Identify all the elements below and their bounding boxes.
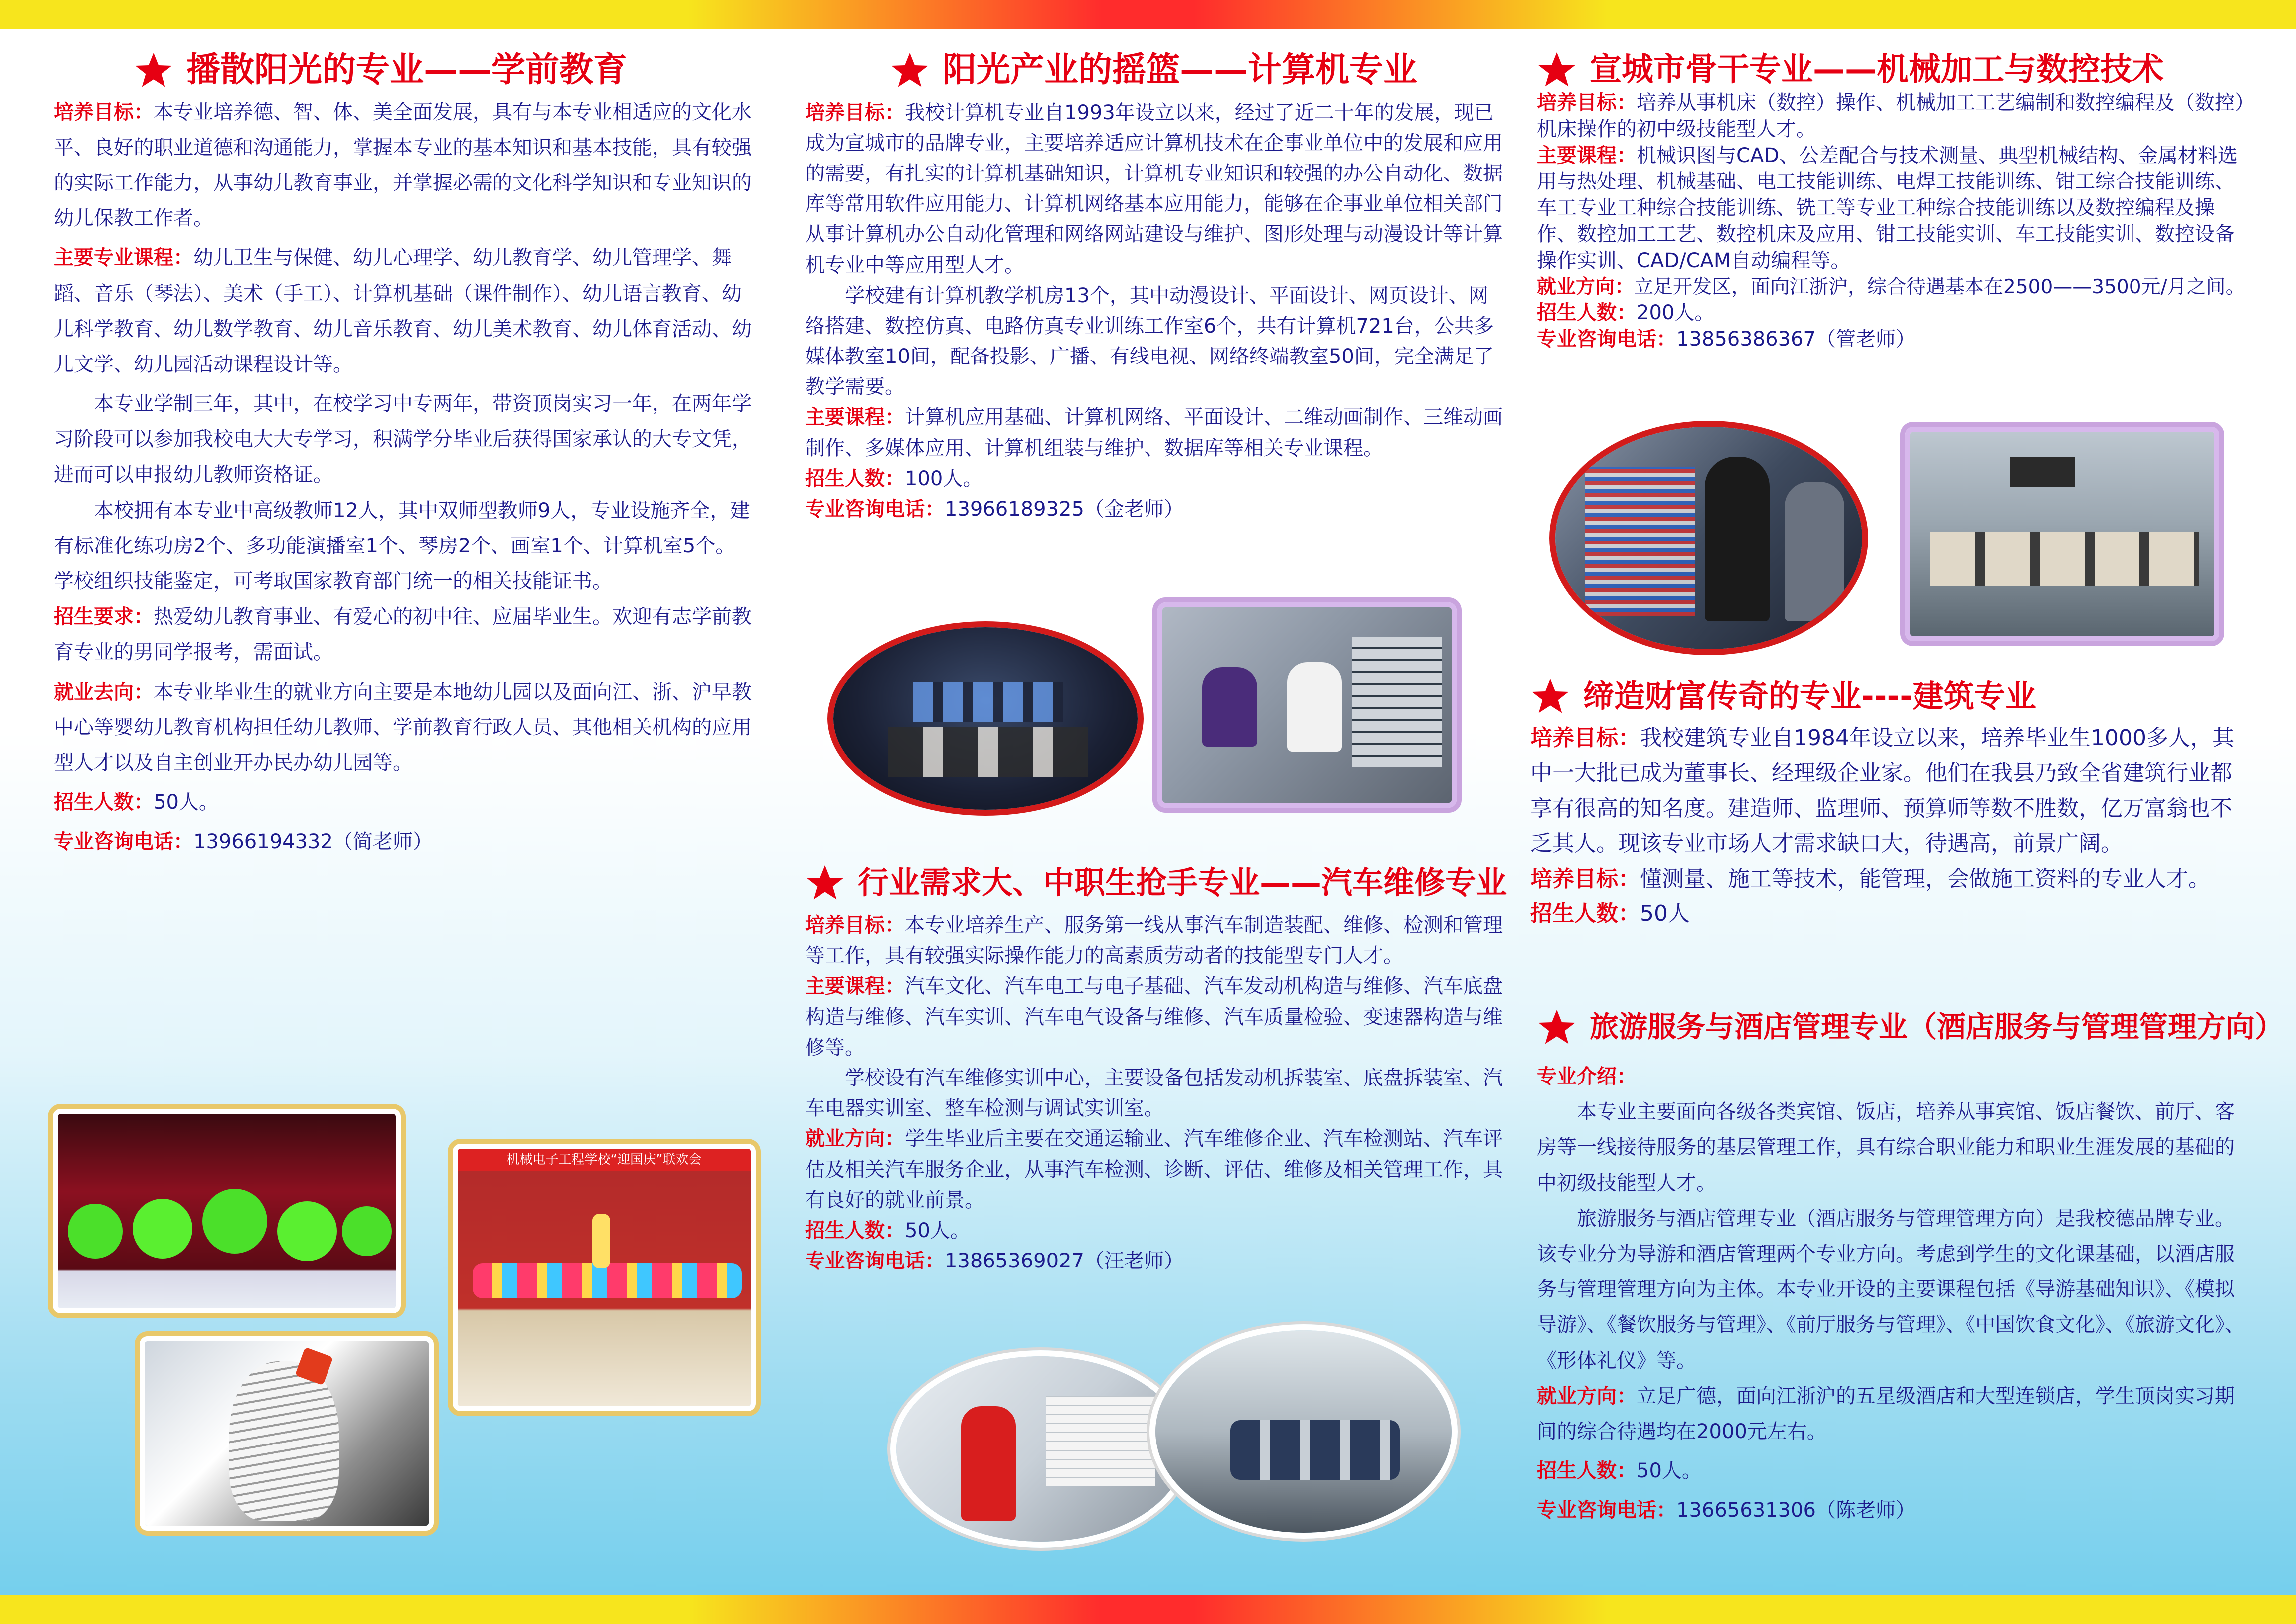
enroll-label: 招生人数：: [805, 467, 905, 490]
enroll-text: 50人: [1640, 901, 1690, 926]
phone-text: 13966189325（金老师）: [945, 498, 1184, 521]
enroll-line: [54, 785, 752, 820]
top-stripe: [0, 0, 2296, 29]
enroll-text: 50人。: [154, 791, 219, 814]
star-icon: [890, 50, 930, 90]
star-icon: [1530, 676, 1570, 716]
photo-electronics-lab: [1157, 602, 1457, 808]
job-text: 立足开发区，面向江浙沪，综合待遇基本在2500——3500元/月之间。: [1634, 275, 2245, 298]
goal-paragraph: [54, 95, 752, 237]
courses-paragraph: [805, 402, 1503, 463]
heading-computer: [890, 50, 1503, 91]
facility-paragraph: 本校拥有本专业中高级教师12人，其中双师型教师9人，专业设施齐全，建有标准化练功房2个、多功能演播室1个、琴房2个、画室1个、计算机室5个。学校组织技能鉴定，可考取国家教育部门统一的相关技能证书。: [54, 499, 750, 593]
job-paragraph: [1537, 274, 2247, 300]
star-icon: [134, 50, 173, 90]
bottom-stripe: [0, 1595, 2296, 1624]
goal-text: 本专业培养德、智、体、美全面发展，具有与本专业相适应的文化水平、良好的职业道德和沟通能力，掌握本专业的基本知识和基本技能，具有较强的实际工作能力，从事幼儿教育事业，并掌握必需的文化科学知识和专业知识的幼儿保教工作者。: [54, 100, 752, 230]
photo-auto-lab-2: [1149, 1324, 1458, 1539]
photo-umbrella-dance: [53, 1109, 401, 1313]
goal-text: 我校计算机专业自1993年设立以来，经过了近二十年的发展，现已成为宣城市的品牌专业，主要培养适应计算机技术在企事业单位中的发展和应用的需要，有扎实的计算机基础知识，计算机专业知识和较强的办公自动化、数据库等常用软件应用能力、计算机网络基本应用能力，能够在企事业单位相关部门从事计算机办公自动化管理和网络网站建设与维护、图形处理与动漫设计等计算机专业中等应用型人才。: [805, 101, 1503, 277]
courses-text: 汽车文化、汽车电工与电子基础、汽车发动机构造与维修、汽车底盘构造与维修、汽车实训、汽车电气设备与维修、汽车质量检验、变速器构造与维修等。: [805, 975, 1503, 1059]
enroll-label: 招生人数：: [805, 1219, 905, 1242]
goal2-text: 懂测量、施工等技术，能管理，会做施工资料的专业人才。: [1640, 866, 2210, 892]
column-hotel: [1537, 1007, 2284, 1528]
courses-text: 幼儿卫生与保健、幼儿心理学、幼儿教育学、幼儿管理学、舞蹈、音乐（琴法）、美术（手工）、计算机基础（课件制作）、幼儿语言教育、幼儿科学教育、幼儿数学教育、幼儿音乐教育、幼儿美术教育、幼儿体育活动、幼儿文学、幼儿园活动课程设计等。: [54, 246, 752, 376]
enroll-line: [1530, 897, 2241, 931]
brand-paragraph: 旅游服务与酒店管理专业（酒店服务与管理管理方向）是我校德品牌专业。该专业分为导游和酒店管理两个专业方向。考虑到学生的文化课基础，以酒店服务与管理管理方向为主体。本专业开设的主要课程包括《导游基础知识》、《模拟导游》、《餐饮服务与管理》、《前厅服务与管理》、《中国饮食文化》、《旅游文化》、《形体礼仪》等。: [1537, 1207, 2245, 1372]
courses-text: 机械识图与CAD、公差配合与技术测量、典型机械结构、金属材料选用与热处理、机械基础、电工技能训练、电焊工技能训练、钳工综合技能训练、车工专业工种综合技能训练、铣工等专业工种综合技能训练以及数控编程及操作、数控加工工艺、数控机床及应用、钳工技能实训、车工技能实训、数控设备操作实训、CAD/CAM自动编程等。: [1537, 144, 2238, 272]
photo-auto-lab-1: [890, 1350, 1191, 1548]
section-title: 宣城市骨干专业——机械加工与数控技术: [1590, 51, 2164, 88]
phone-label: 专业咨询电话：: [805, 498, 945, 521]
facility-paragraph: 学校建有计算机教学机房13个，其中动漫设计、平面设计、网页设计、网络搭建、数控仿真、电路仿真专业训练工作室6个，共有计算机721台，公共多媒体教室10间，配备投影、广播、有线电视、网络终端教室50间，完全满足了教学需要。: [805, 284, 1494, 399]
job-paragraph: [805, 1124, 1503, 1216]
column-computer: [805, 50, 1503, 525]
goal-label: 培养目标：: [805, 914, 905, 937]
courses-paragraph: [805, 971, 1503, 1063]
photo-paper-craft: [140, 1336, 434, 1531]
phone-line: [54, 824, 752, 860]
goal-text: 本专业培养生产、服务第一线从事汽车制造装配、维修、检测和管理等工作，具有较强实际操作能力的高素质劳动者的技能型专门人才。: [805, 914, 1503, 968]
enroll-label: 招生人数：: [1537, 1459, 1637, 1483]
intro-label-line: [1537, 1059, 2247, 1094]
goal-label: 培养目标：: [54, 100, 154, 124]
courses-text: 计算机应用基础、计算机网络、平面设计、二维动画制作、三维动画制作、多媒体应用、计算机组装与维护、数据库等相关专业课程。: [805, 406, 1503, 460]
goal-paragraph: [1530, 721, 2241, 862]
section-title: 缔造财富传奇的专业----建筑专业: [1583, 677, 2036, 714]
job-paragraph: [54, 675, 752, 781]
phone-label: 专业咨询电话：: [1537, 1499, 1676, 1522]
goal-label: 培养目标：: [805, 101, 905, 124]
goal-paragraph: [805, 98, 1503, 281]
heading-preschool: [134, 50, 752, 91]
enroll-label: 招生人数：: [54, 791, 154, 814]
section-title: 旅游服务与酒店管理专业（酒店服务与管理管理方向）: [1590, 1010, 2284, 1044]
phone-label: 专业咨询电话：: [1537, 327, 1676, 351]
courses-paragraph: [54, 240, 752, 382]
enroll-text: 100人。: [905, 467, 983, 490]
job-text: 立足广德，面向江浙沪的五星级酒店和大型连锁店，学生顶岗实习期间的综合待遇均在2000元左右。: [1537, 1384, 2235, 1443]
heading-hotel: [1537, 1007, 2284, 1047]
goal-paragraph: [1537, 90, 2247, 143]
study-paragraph: 本专业学制三年，其中，在校学习中专两年，带资顶岗实习一年，在两年学习阶段可以参加我校电大大专学习，积满学分毕业后获得国家承认的大专文凭，进而可以申报幼儿教师资格证。: [54, 392, 752, 487]
goal-paragraph: [805, 910, 1503, 971]
enroll-text: 50人。: [905, 1219, 970, 1242]
column-preschool: [54, 50, 752, 860]
heading-construction: [1530, 676, 2241, 716]
goal-text: 我校建筑专业自1984年设立以来，培养毕业生1000多人，其中一大批已成为董事长、经理级企业家。他们在我县乃致全省建筑行业都享有很高的知名度。建造师、监理师、预算师等数不胜数，亿万富翁也不乏其人。现该专业市场人才需求缺口大，待遇高，前景广阔。: [1530, 725, 2234, 857]
banner-text: 机械电子工程学校“迎国庆”联欢会: [458, 1149, 751, 1171]
goal-label: 培养目标：: [1530, 725, 1640, 751]
star-icon: [805, 863, 845, 902]
job-label: 就业去向：: [54, 680, 154, 704]
intro-label: 专业介绍：: [1537, 1065, 1637, 1088]
star-icon: [1537, 1007, 1577, 1047]
phone-text: 13856386367（管老师）: [1676, 327, 1916, 351]
courses-label: 主要课程：: [805, 975, 905, 998]
heading-machining: [1537, 50, 2247, 90]
facility-paragraph: 学校设有汽车维修实训中心，主要设备包括发动机拆装室、底盘拆装室、汽车电器实训室、整车检测与调试实训室。: [805, 1066, 1503, 1120]
goal2-paragraph: [1530, 862, 2241, 897]
requirement-paragraph: [54, 599, 752, 670]
job-label: 就业方向：: [805, 1127, 905, 1151]
job-label: 就业方向：: [1537, 1384, 1637, 1408]
phone-line: [805, 494, 1503, 525]
job-text: 本专业毕业生的就业方向主要是本地幼儿园以及面向江、浙、沪早教中心等婴幼儿教育机构担任幼儿教师、学前教育行政人员、其他相关机构的应用型人才以及自主创业开办民办幼儿园等。: [54, 680, 752, 774]
goal-text: 培养从事机床（数控）操作、机械加工工艺编制和数控编程及（数控）机床操作的初中级技能型人才。: [1537, 91, 2245, 141]
phone-text: 13665631306（陈老师）: [1676, 1499, 1916, 1522]
section-title: 行业需求大、中职生抢手专业——汽车维修专业: [858, 864, 1507, 901]
job-text: 学生毕业后主要在交通运输业、汽车维修企业、汽车检测站、汽车评估及相关汽车服务企业，从事汽车检测、诊断、评估、维修及相关管理工作，具有良好的就业前景。: [805, 1127, 1503, 1212]
intro-paragraph: 本专业主要面向各级各类宾馆、饭店，培养从事宾馆、饭店餐饮、前厅、客房等一线接待服务的基层管理工作，具有综合职业能力和职业生涯发展的基础的中初级技能型人才。: [1537, 1100, 2235, 1195]
enroll-line: [805, 1216, 1503, 1246]
requirement-text: 热爱幼儿教育事业、有爱心的初中往、应届毕业生。欢迎有志学前教育专业的男同学报考，需面试。: [54, 605, 752, 664]
enroll-line: [805, 464, 1503, 494]
phone-label: 专业咨询电话：: [54, 830, 193, 854]
photo-stage-performance: [453, 1144, 756, 1411]
goal-label: 培养目标：: [1537, 91, 1637, 114]
requirement-label: 招生要求：: [54, 605, 154, 629]
courses-label: 主要专业课程：: [54, 246, 193, 270]
section-title: 阳光产业的摇篮——计算机专业: [943, 50, 1418, 90]
heading-auto: [805, 863, 1507, 902]
enroll-text: 50人。: [1637, 1459, 1702, 1483]
photo-wiring-training: [1549, 421, 1868, 655]
job-paragraph: [1537, 1379, 2247, 1449]
courses-label: 主要课程：: [1537, 144, 1637, 167]
enroll-label: 招生人数：: [1530, 901, 1640, 926]
courses-label: 主要课程：: [805, 406, 905, 429]
star-icon: [1537, 50, 1577, 90]
courses-paragraph: [1537, 143, 2247, 274]
photo-computer-lab: [827, 621, 1144, 816]
section-title: 播散阳光的专业——学前教育: [186, 50, 628, 90]
enroll-line: [1537, 300, 2247, 326]
column-auto: [805, 863, 1507, 1276]
enroll-label: 招生人数：: [1537, 301, 1637, 325]
enroll-text: 200人。: [1637, 301, 1715, 325]
column-construction: [1530, 676, 2241, 931]
phone-line: [805, 1246, 1503, 1276]
enroll-line: [1537, 1453, 2247, 1489]
column-machining: [1537, 50, 2247, 353]
phone-label: 专业咨询电话：: [805, 1250, 945, 1273]
phone-line: [1537, 326, 2247, 353]
phone-line: [1537, 1493, 2247, 1528]
goal2-label: 培养目标：: [1530, 866, 1640, 892]
photo-machine-workshop: [1905, 427, 2219, 641]
phone-text: 13966194332（简老师）: [193, 830, 433, 854]
phone-text: 13865369027（汪老师）: [945, 1250, 1184, 1273]
job-label: 就业方向：: [1537, 275, 1635, 298]
